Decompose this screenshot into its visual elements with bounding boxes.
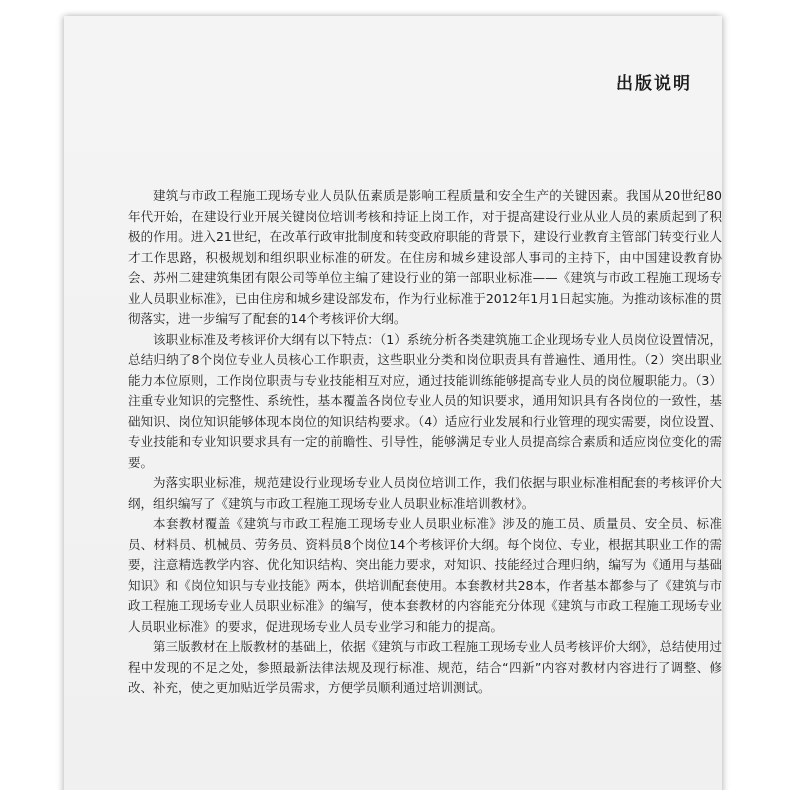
body-text: [128, 186, 722, 699]
paragraph: 为落实职业标准，规范建设行业现场专业人员岗位培训工作，我们依据与职业标准相配套的考核评价大纲，组织编写了《建筑与市政工程施工现场专业人员职业标准培训教材》。: [128, 475, 722, 511]
paragraph: 建筑与市政工程施工现场专业人员队伍素质是影响工程质量和安全生产的关键因素。我国从20世纪80年代开始，在建设行业开展关键岗位培训考核和持证上岗工作，对于提高建设行业从业人员的素质起到了积极的作用。进入21世纪，在改革行政审批制度和转变政府职能的背景下，建设行业教育主管部门转变行业人才工作思路，积极规划和组织职业标准的研发。在住房和城乡建设部人事司的主持下，由中国建设教育协会、苏州二建建筑集团有限公司等单位主编了建设行业的第一部职业标准——《建筑与市政工程施工现场专业人员职业标准》，已由住房和城乡建设部发布，作为行业标准于2012年1月1日起实施。为推动该标准的贯彻落实，进一步编写了配套的14个考核评价大纲。: [128, 188, 722, 326]
document-page: [64, 16, 722, 790]
paragraph: 该职业标准及考核评价大纲有以下特点：（1）系统分析各类建筑施工企业现场专业人员岗位设置情况，总结归纳了8个岗位专业人员核心工作职责，这些职业分类和岗位职责具有普遍性、通用性。（2）突出职业能力本位原则，工作岗位职责与专业技能相互对应，通过技能训练能够提高专业人员的岗位履职能力。（3）注重专业知识的完整性、系统性，基本覆盖各岗位专业人员的知识要求，通用知识具有各岗位的一致性，基础知识、岗位知识能够体现本岗位的知识结构要求。（4）适应行业发展和行业管理的现实需要，岗位设置、专业技能和专业知识要求具有一定的前瞻性、引导性，能够满足专业人员提高综合素质和适应岗位变化的需要。: [128, 331, 722, 470]
page-title: 出版说明: [616, 74, 692, 94]
paragraph: 本套教材覆盖《建筑与市政工程施工现场专业人员职业标准》涉及的施工员、质量员、安全员、标准员、材料员、机械员、劳务员、资料员8个岗位14个考核评价大纲。每个岗位、专业，根据其职业工作的需要，注意精选教学内容、优化知识结构、突出能力要求，对知识、技能经过合理归纳，编写为《通用与基础知识》和《岗位知识与专业技能》两本，供培训配套使用。本套教材共28本，作者基本都参与了《建筑与市政工程施工现场专业人员职业标准》的编写，使本套教材的内容能充分体现《建筑与市政工程施工现场专业人员职业标准》的要求，促进现场专业人员专业学习和能力的提高。: [128, 516, 722, 634]
paragraph: 第三版教材在上版教材的基础上，依据《建筑与市政工程施工现场专业人员考核评价大纲》，总结使用过程中发现的不足之处，参照最新法律法规及现行标准、规范，结合“四新”内容对教材内容进行了调整、修改、补充，使之更加贴近学员需求，方便学员顺利通过培训测试。: [128, 639, 722, 695]
